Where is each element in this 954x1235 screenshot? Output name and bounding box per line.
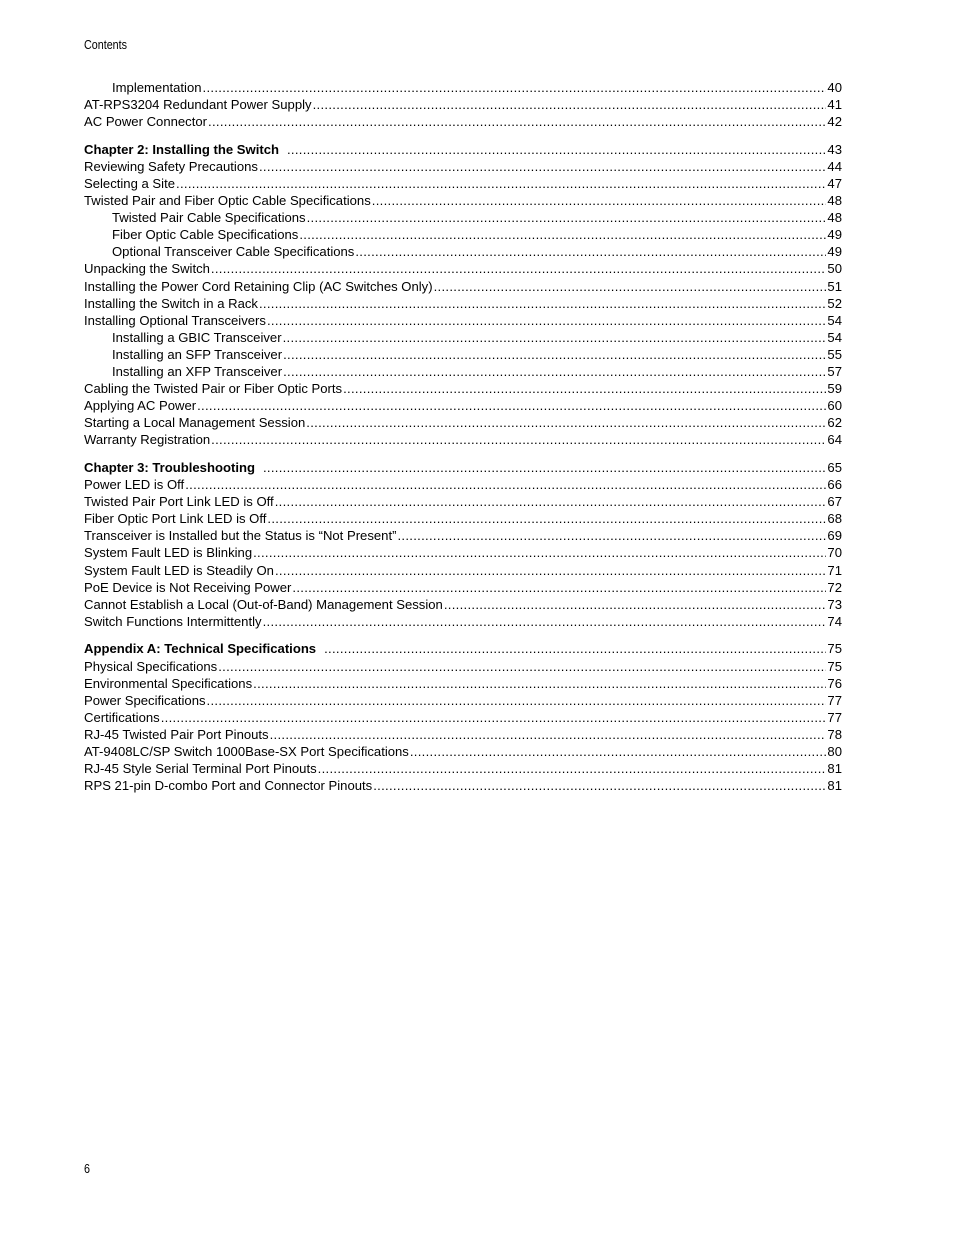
- toc-entry-page-number: 66: [827, 477, 842, 493]
- toc-entry-page-number: 42: [827, 114, 842, 130]
- toc-entry-title: AT-RPS3204 Redundant Power Supply: [84, 97, 312, 113]
- toc-entry[interactable]: [84, 726, 842, 743]
- toc-entry-page-number: 51: [827, 278, 842, 294]
- toc-entry[interactable]: [84, 510, 842, 527]
- dot-leader: [263, 459, 826, 476]
- toc-entry-page-number: 47: [827, 175, 842, 191]
- page-header-title: Contents: [84, 38, 128, 52]
- toc-entry-page-number: 77: [827, 709, 842, 725]
- dot-leader: [292, 579, 826, 596]
- toc-entry-title: Physical Specifications: [84, 658, 218, 674]
- dot-leader: [211, 431, 826, 448]
- toc-entry-page-number: 41: [827, 97, 842, 113]
- toc-entry-title: Environmental Specifications: [84, 675, 253, 691]
- toc-entry-page-number: 74: [827, 613, 842, 629]
- toc-entry[interactable]: [84, 79, 842, 96]
- toc-entry-page-number: 73: [827, 596, 842, 612]
- toc-entry-title: Installing the Power Cord Retaining Clip (AC Switches Only): [84, 278, 433, 294]
- toc-entry-page-number: 49: [827, 244, 842, 260]
- toc-entry-title: RPS 21-pin D-combo Port and Connector Pinouts: [84, 778, 373, 794]
- toc-entry[interactable]: [84, 431, 842, 448]
- toc-chapter-entry[interactable]: [84, 640, 842, 657]
- toc-entry[interactable]: [84, 414, 842, 431]
- toc-entry-page-number: 43: [827, 141, 842, 157]
- dot-leader: [397, 527, 826, 544]
- toc-entry-page-number: 40: [827, 80, 842, 95]
- toc-entry-title: Cabling the Twisted Pair or Fiber Optic Ports: [84, 381, 343, 397]
- toc-entry-title: Installing the Switch in a Rack: [84, 295, 258, 311]
- page-number: 6: [84, 1162, 90, 1176]
- toc-entry-title: Installing an SFP Transceiver: [112, 346, 283, 362]
- dot-leader: [176, 175, 826, 192]
- toc-entry-title: Installing a GBIC Transceiver: [112, 329, 282, 345]
- toc-entry-page-number: 48: [827, 193, 842, 209]
- toc-entry-title: Applying AC Power: [84, 398, 197, 414]
- toc-entry-title: Warranty Registration: [84, 432, 211, 448]
- toc-entry-page-number: 62: [827, 415, 842, 431]
- toc-entry-page-number: 50: [827, 261, 842, 277]
- toc-entry[interactable]: [84, 658, 842, 675]
- toc-entry[interactable]: [84, 562, 842, 579]
- toc-entry[interactable]: [84, 380, 842, 397]
- toc-entry[interactable]: [84, 692, 842, 709]
- toc-entry-page-number: 65: [827, 459, 842, 475]
- toc-entry-page-number: 75: [827, 641, 842, 657]
- toc-entry[interactable]: [84, 397, 842, 414]
- toc-entry-title: Selecting a Site: [84, 175, 175, 191]
- toc-entry[interactable]: [84, 527, 842, 544]
- toc-entry-title: Installing an XFP Transceiver: [112, 364, 283, 379]
- toc-entry[interactable]: [84, 278, 842, 295]
- toc-entry-title: Certifications: [84, 709, 160, 725]
- toc-chapter-entry[interactable]: [84, 141, 842, 158]
- dot-leader: [259, 158, 826, 175]
- toc-entry-page-number: 76: [827, 675, 842, 691]
- toc-entry-page-number: 54: [827, 329, 842, 345]
- dot-leader: [259, 295, 826, 312]
- toc-entry-title: Chapter 2: Installing the Switch: [84, 141, 279, 157]
- toc-entry-title: Twisted Pair Port Link LED is Off: [84, 494, 274, 510]
- toc-entry[interactable]: [84, 226, 842, 243]
- toc-entry[interactable]: [84, 175, 842, 192]
- toc-entry-title: System Fault LED is Blinking: [84, 545, 253, 561]
- toc-entry-page-number: 44: [827, 158, 842, 174]
- toc-entry-title: Cannot Establish a Local (Out-of-Band) Management Session: [84, 596, 443, 612]
- table-of-contents: [84, 79, 842, 794]
- dot-leader: [161, 709, 827, 726]
- toc-entry-page-number: 57: [827, 364, 842, 379]
- toc-entry[interactable]: [84, 96, 842, 113]
- toc-entry-page-number: 71: [827, 562, 842, 578]
- dot-leader: [253, 544, 826, 561]
- toc-entry-title: PoE Device is Not Receiving Power: [84, 579, 292, 595]
- toc-entry-page-number: 70: [827, 545, 842, 561]
- toc-entry[interactable]: [84, 346, 842, 363]
- toc-entry[interactable]: [84, 476, 842, 493]
- dot-leader: [355, 243, 826, 260]
- dot-leader: [283, 329, 827, 346]
- toc-entry[interactable]: [84, 544, 842, 561]
- toc-entry[interactable]: [84, 312, 842, 329]
- toc-entry-page-number: 68: [827, 511, 842, 527]
- toc-entry-page-number: 48: [827, 210, 842, 226]
- dot-leader: [185, 476, 826, 493]
- toc-entry[interactable]: [84, 743, 842, 760]
- toc-entry-title: Transceiver is Installed but the Status is “Not Present”: [84, 528, 397, 544]
- toc-entry[interactable]: [84, 158, 842, 175]
- toc-entry[interactable]: [84, 760, 842, 777]
- toc-entry-title: Power Specifications: [84, 692, 206, 708]
- dot-leader: [275, 493, 827, 510]
- toc-entry-title: Chapter 3: Troubleshooting: [84, 459, 255, 475]
- toc-entry-page-number: 77: [827, 692, 842, 708]
- dot-leader: [253, 675, 826, 692]
- dot-leader: [207, 692, 827, 709]
- dot-leader: [410, 743, 827, 760]
- toc-entry[interactable]: [84, 192, 842, 209]
- toc-entry[interactable]: [84, 613, 842, 630]
- dot-leader: [313, 96, 827, 113]
- toc-entry-title: Twisted Pair and Fiber Optic Cable Specifications: [84, 193, 371, 209]
- toc-entry-page-number: 78: [827, 726, 842, 742]
- dot-leader: [318, 760, 827, 777]
- dot-leader: [270, 726, 827, 743]
- toc-entry-title: Appendix A: Technical Specifications: [84, 641, 317, 657]
- toc-entry-title: Reviewing Safety Precautions: [84, 158, 258, 174]
- toc-entry[interactable]: [84, 329, 842, 346]
- toc-entry-page-number: 80: [827, 743, 842, 759]
- dot-leader: [306, 414, 826, 431]
- dot-leader: [283, 346, 826, 363]
- dot-leader: [203, 79, 827, 96]
- toc-entry-page-number: 81: [827, 778, 842, 794]
- toc-entry-page-number: 64: [827, 432, 842, 448]
- dot-leader: [287, 141, 826, 158]
- dot-leader: [343, 380, 826, 397]
- toc-entry-page-number: 55: [827, 346, 842, 362]
- toc-entry-page-number: 69: [827, 528, 842, 544]
- toc-entry-title: RJ-45 Style Serial Terminal Port Pinouts: [84, 761, 317, 777]
- toc-entry-page-number: 75: [827, 658, 842, 674]
- toc-entry-title: Power LED is Off: [84, 477, 185, 493]
- toc-entry-page-number: 60: [827, 398, 842, 414]
- toc-entry[interactable]: [84, 493, 842, 510]
- toc-entry-title: Optional Transceiver Cable Specifications: [112, 244, 355, 260]
- dot-leader: [275, 562, 826, 579]
- dot-leader: [263, 613, 827, 630]
- toc-entry-page-number: 54: [827, 312, 842, 328]
- toc-entry-title: AT-9408LC/SP Switch 1000Base-SX Port Specifications: [84, 743, 409, 759]
- toc-entry-title: Fiber Optic Cable Specifications: [112, 227, 299, 243]
- toc-entry[interactable]: [84, 777, 842, 794]
- dot-leader: [324, 640, 826, 657]
- toc-entry[interactable]: [84, 260, 842, 277]
- toc-entry-title: Twisted Pair Cable Specifications: [112, 210, 306, 226]
- dot-leader: [283, 363, 826, 380]
- toc-entry[interactable]: [84, 113, 842, 130]
- toc-entry[interactable]: [84, 363, 842, 380]
- dot-leader: [373, 777, 826, 794]
- toc-entry-title: Installing Optional Transceivers: [84, 312, 266, 328]
- toc-entry-page-number: 67: [827, 494, 842, 510]
- toc-entry-title: AC Power Connector: [84, 114, 207, 130]
- toc-entry[interactable]: [84, 243, 842, 260]
- toc-entry-title: Switch Functions Intermittently: [84, 613, 262, 629]
- toc-entry-page-number: 49: [827, 227, 842, 243]
- dot-leader: [434, 278, 827, 295]
- dot-leader: [372, 192, 827, 209]
- toc-entry[interactable]: [84, 596, 842, 613]
- dot-leader: [211, 260, 827, 277]
- toc-entry-title: Starting a Local Management Session: [84, 415, 306, 431]
- dot-leader: [197, 397, 826, 414]
- toc-entry[interactable]: [84, 209, 842, 226]
- toc-entry[interactable]: [84, 295, 842, 312]
- toc-entry-page-number: 59: [827, 381, 842, 397]
- dot-leader: [267, 510, 826, 527]
- toc-entry-title: Fiber Optic Port Link LED is Off: [84, 511, 267, 527]
- toc-entry-title: Implementation: [112, 80, 202, 95]
- toc-entry[interactable]: [84, 579, 842, 596]
- toc-entry-title: Unpacking the Switch: [84, 261, 210, 277]
- toc-entry-page-number: 72: [827, 579, 842, 595]
- dot-leader: [444, 596, 827, 613]
- toc-entry-page-number: 81: [827, 761, 842, 777]
- toc-entry[interactable]: [84, 675, 842, 692]
- dot-leader: [307, 209, 827, 226]
- dot-leader: [208, 113, 826, 130]
- toc-chapter-entry[interactable]: [84, 459, 842, 476]
- dot-leader: [218, 658, 826, 675]
- toc-entry-title: RJ-45 Twisted Pair Port Pinouts: [84, 726, 269, 742]
- dot-leader: [299, 226, 826, 243]
- toc-entry[interactable]: [84, 709, 842, 726]
- toc-entry-title: System Fault LED is Steadily On: [84, 562, 274, 578]
- dot-leader: [267, 312, 826, 329]
- toc-entry-page-number: 52: [827, 295, 842, 311]
